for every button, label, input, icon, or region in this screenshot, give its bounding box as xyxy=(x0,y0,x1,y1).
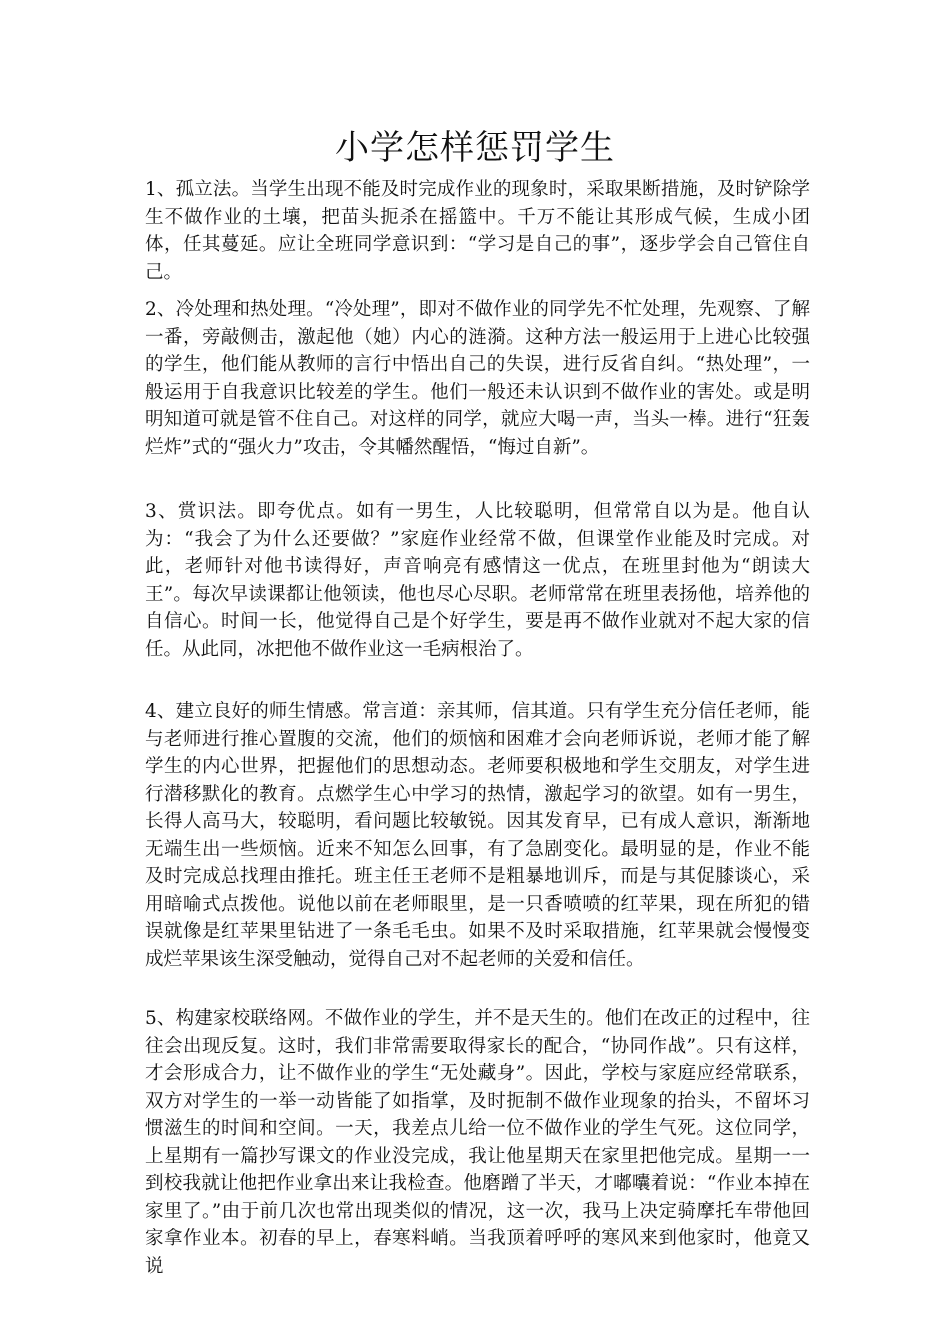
paragraph-5: 5、构建家校联络网。不做作业的学生，并不是天生的。他们在改正的过程中，往往会出现反复。这时，我们非常需要取得家长的配合，“协同作战”。只有这样，才会形成合力，让不做作业的学生“无处藏身”。因此，学校与家庭应经常联系，双方对学生的一举一动皆能了如指掌，及时扼制不做作业现象的抬头，不留坏习惯滋生的时间和空间。一天，我差点儿给一位不做作业的学生气死。这位同学，上星期有一篇抄写课文的作业没完成，我让他星期天在家里把他完成。星期一一到校我就让他把作业拿出来让我检查。他磨蹭了半天，才嘟囔着说：“作业本掉在家里了。”由于前几次也常出现类似的情况，这一次，我马上决定骑摩托车带他回家拿作业本。初春的早上，春寒料峭。当我顶着呼呼的寒风来到他家时，他竟又说 xyxy=(145,1008,810,1277)
document-title: 小学怎样惩罚学生 xyxy=(335,128,615,168)
paragraph-3: 3、赏识法。即夸优点。如有一男生，人比较聪明，但常常自以为是。他自认为：“我会了为什么还要做？”家庭作业经常不做，但课堂作业能及时完成。对此，老师针对他书读得好，声音响亮有感情这一优点，在班里封他为“朗读大王”。每次早读课都让他领读，他也尽心尽职。老师常常在班里表扬他，培养他的自信心。时间一长，他觉得自己是个好学生，要是再不做作业就对不起大家的信任。从此同，冰把他不做作业这一毛病根治了。 xyxy=(145,501,810,660)
paragraph-1: 1、孤立法。当学生出现不能及时完成作业的现象时，采取果断措施，及时铲除学生不做作业的土壤，把苗头扼杀在摇篮中。千万不能让其形成气候，生成小团体，任其蔓延。应让全班同学意识到：“学习是自己的事”，逐步学会自己管住自己。 xyxy=(145,179,810,283)
paragraph-4: 4、建立良好的师生情感。常言道：亲其师，信其道。只有学生充分信任老师，能与老师进行推心置腹的交流，他们的烦恼和困难才会向老师诉说，老师才能了解学生的内心世界，把握他们的思想动态。老师要积极地和学生交朋友，对学生进行潜移默化的教育。点燃学生心中学习的热情，激起学习的欲望。如有一男生，长得人高马大，较聪明，看问题比较敏锐。因其发育早，已有成人意识，渐渐地无端生出一些烦恼。近来不知怎么回事，有了急剧变化。最明显的是，作业不能及时完成总找理由推托。班主任王老师不是粗暴地训斥，而是与其促膝谈心，采用暗喻式点拨他。说他以前在老师眼里，是一只香喷喷的红苹果，现在所犯的错误就像是红苹果里钻进了一条毛毛虫。如果不及时采取措施，红苹果就会慢慢变成烂苹果该生深受触动，觉得自己对不起老师的关爱和信任。 xyxy=(145,701,810,970)
paragraph-2: 2、冷处理和热处理。“冷处理”，即对不做作业的同学先不忙处理，先观察、了解一番，旁敲侧击，激起他（她）内心的涟漪。这种方法一般运用于上进心比较强的学生，他们能从教师的言行中悟出自己的失误，进行反省自纠。“热处理”，一般运用于自我意识比较差的学生。他们一般还未认识到不做作业的害处。或是明明知道可就是管不住自己。对这样的同学，就应大喝一声，当头一棒。进行“狂轰烂炸”式的“强火力”攻击，令其幡然醒悟，“悔过自新”。 xyxy=(145,299,810,458)
